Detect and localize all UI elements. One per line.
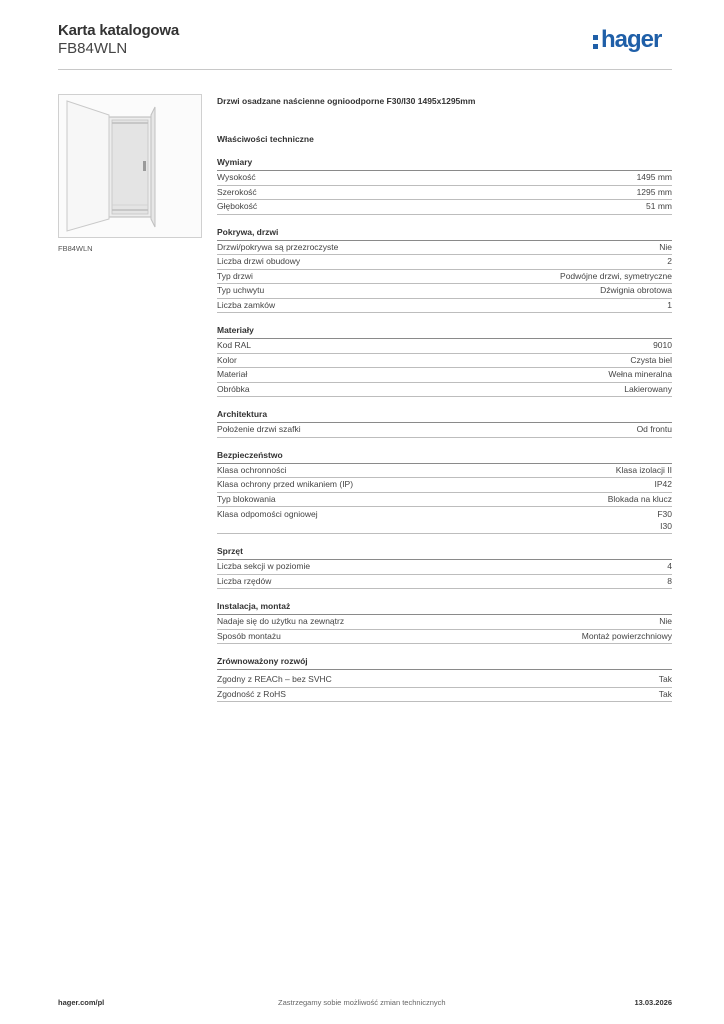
spec-row: Klasa ochrony przed wnikaniem (IP) IP42 [217, 478, 672, 493]
spec-row: Liczba zamków 1 [217, 299, 672, 314]
spec-row: Zgodny z REACh – bez SVHC Tak [217, 673, 672, 688]
section-installation [217, 601, 672, 644]
section-title: Sprzęt [217, 546, 672, 560]
spec-row: Obróbka Lakierowany [217, 383, 672, 398]
section-hardware [217, 546, 672, 589]
spec-row: Liczba sekcji w poziomie 4 [217, 560, 672, 575]
footer-disclaimer: Zastrzegamy sobie możliwość zmian technicznych [278, 998, 446, 1007]
section-title: Wymiary [217, 157, 672, 171]
image-caption: FB84WLN [58, 244, 93, 253]
spec-content [217, 96, 672, 714]
spec-row: Typ blokowania Blokada na klucz [217, 493, 672, 508]
section-architecture [217, 409, 672, 438]
document-title: Karta katalogowa [58, 22, 180, 39]
spec-row: Materiał Wełna mineralna [217, 368, 672, 383]
section-title: Zrównoważony rozwój [217, 656, 672, 670]
spec-row: Typ drzwi Podwójne drzwi, symetryczne [217, 270, 672, 285]
spec-row: Kod RAL 9010 [217, 339, 672, 354]
spec-row: Typ uchwytu Dźwignia obrotowa [217, 284, 672, 299]
spec-row: Kolor Czysta biel [217, 354, 672, 369]
logo-dots-icon [593, 35, 598, 53]
section-title: Instalacja, montaż [217, 601, 672, 615]
product-image [58, 94, 202, 238]
spec-row: Sposób montażu Montaż powierzchniowy [217, 630, 672, 645]
spec-row: Wysokość 1495 mm [217, 171, 672, 186]
spec-row: Położenie drzwi szafki Od frontu [217, 423, 672, 438]
spec-row: Drzwi/pokrywa są przezroczyste Nie [217, 241, 672, 256]
section-doors [217, 227, 672, 314]
product-code: FB84WLN [58, 40, 128, 57]
section-materials [217, 325, 672, 397]
section-title: Pokrywa, drzwi [217, 227, 672, 241]
spec-row: Głębokość 51 mm [217, 200, 672, 215]
spec-row: Szerokość 1295 mm [217, 186, 672, 201]
spec-row: Liczba rzędów 8 [217, 575, 672, 590]
header-divider [58, 69, 672, 70]
spec-row: Zgodność z RoHS Tak [217, 688, 672, 703]
spec-row: Klasa odpomości ogniowej F30 I30 [217, 507, 672, 534]
section-title: Bezpieczeństwo [217, 450, 672, 464]
tech-properties-heading: Właściwości techniczne [217, 134, 314, 144]
footer-website-link[interactable]: hager.com/pl [58, 998, 105, 1007]
product-title: Drzwi osadzane naścienne ognioodporne F30/I30 1495x1295mm [217, 96, 476, 106]
section-safety [217, 450, 672, 535]
section-title: Materiały [217, 325, 672, 339]
spec-row: Klasa ochronności Klasa izolacji II [217, 464, 672, 479]
spec-row: Nadaje się do użytku na zewnątrz Nie [217, 615, 672, 630]
spec-row: Liczba drzwi obudowy 2 [217, 255, 672, 270]
section-sustainability [217, 656, 672, 702]
section-title: Architektura [217, 409, 672, 423]
section-dimensions [217, 157, 672, 215]
footer-date: 13.03.2026 [634, 998, 672, 1007]
